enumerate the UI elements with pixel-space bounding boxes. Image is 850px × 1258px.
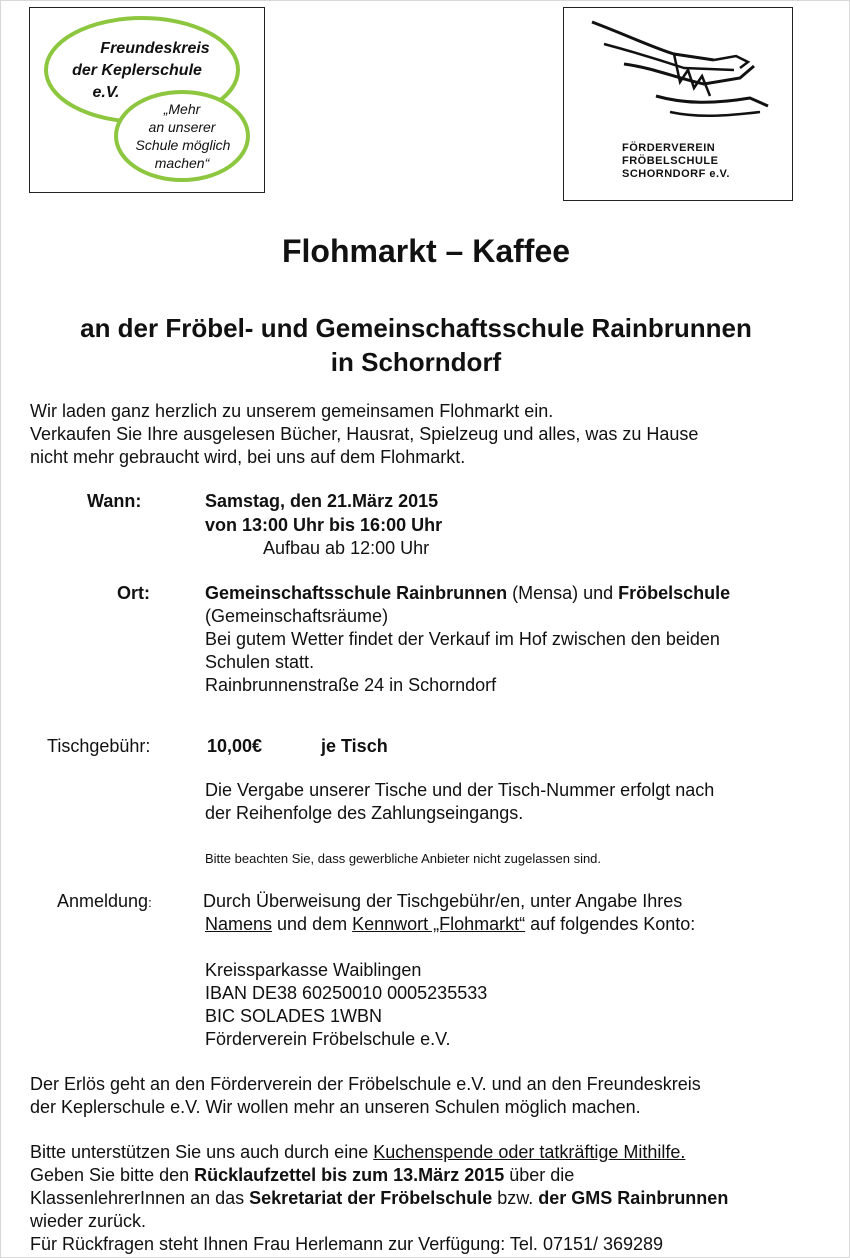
gebuehr-line2: der Reihenfolge des Zahlungseingangs. <box>205 803 524 823</box>
bank-name: Kreissparkasse Waiblingen <box>205 960 422 980</box>
anmeldung-label <box>57 890 152 914</box>
ort-school2: Fröbelschule <box>618 583 731 603</box>
bitte-l2b: Rücklaufzettel bis zum 13.März 2015 <box>194 1165 505 1185</box>
logo-left-line1: Freundeskreis <box>100 40 210 57</box>
anmeldung-kennwort: Kennwort „Flohmarkt“ <box>352 914 526 934</box>
bitte-line2 <box>30 1164 574 1187</box>
subtitle-line2: in Schorndorf <box>330 347 502 377</box>
bitte-l2c: über die <box>504 1165 575 1185</box>
erloes-line1: Der Erlös geht an den Förderverein der Fröbelschule e.V. und an den Freundeskreis <box>30 1074 701 1094</box>
ort-school1: Gemeinschaftsschule Rainbrunnen <box>205 583 508 603</box>
intro-line2: Verkaufen Sie Ihre ausgelesen Bücher, Hausrat, Spielzeug und alles, was zu Hause <box>30 424 699 444</box>
bitte-l3b: Sekretariat der Fröbelschule <box>249 1188 493 1208</box>
bitte-l3a: KlassenlehrerInnen an das <box>30 1188 250 1208</box>
anmeldung-rest: auf folgendes Konto: <box>525 914 696 934</box>
bitte-line1 <box>30 1141 685 1164</box>
bitte-l1b: Kuchenspende oder tatkräftige Mithilfe. <box>373 1142 686 1162</box>
logo-left-quote3: Schule möglich <box>135 137 231 153</box>
wann-time: von 13:00 Uhr bis 16:00 Uhr <box>205 515 443 535</box>
gebuehr-note: Bitte beachten Sie, dass gewerbliche Anbieter nicht zugelassen sind. <box>205 851 602 866</box>
bitte-l1a: Bitte unterstützen Sie uns auch durch eine <box>30 1142 374 1162</box>
logo-left-line3: e.V. <box>92 84 120 101</box>
wann-label: Wann: <box>87 491 142 511</box>
ort-line1 <box>205 582 730 605</box>
wann-date: Samstag, den 21.März 2015 <box>205 491 439 511</box>
ort-line3: Bei gutem Wetter findet der Verkauf im Hof zwischen den beiden <box>205 629 720 649</box>
anmeldung-und: und dem <box>272 914 353 934</box>
logo-right-line1: FÖRDERVEREIN <box>622 142 716 154</box>
bitte-line3 <box>30 1187 728 1210</box>
hands-icon <box>564 8 792 138</box>
ort-line2: (Gemeinschaftsräume) <box>205 606 389 626</box>
ort-label: Ort: <box>117 583 150 603</box>
logo-left-quote4: machen“ <box>154 155 210 171</box>
anmeldung-namens: Namens <box>205 914 273 934</box>
bitte-l3d: der GMS Rainbrunnen <box>538 1188 729 1208</box>
ort-address: Rainbrunnenstraße 24 in Schorndorf <box>205 675 497 695</box>
freundeskreis-logo <box>29 7 265 193</box>
wann-setup: Aufbau ab 12:00 Uhr <box>263 538 430 558</box>
bank-owner: Förderverein Fröbelschule e.V. <box>205 1029 451 1049</box>
logo-right-line3: SCHORNDORF e.V. <box>622 168 730 180</box>
ort-mensa: (Mensa) und <box>507 583 619 603</box>
gebuehr-line1: Die Vergabe unserer Tische und der Tisch-Nummer erfolgt nach <box>205 780 715 800</box>
anmeldung-line1: Durch Überweisung der Tischgebühr/en, unter Angabe Ihres <box>203 891 683 911</box>
bitte-l2a: Geben Sie bitte den <box>30 1165 195 1185</box>
anmeldung-label-text: Anmeldung <box>57 891 149 911</box>
bank-iban: IBAN DE38 60250010 0005235533 <box>205 983 488 1003</box>
gebuehr-per: je Tisch <box>321 736 388 756</box>
intro-line1: Wir laden ganz herzlich zu unserem gemeinsamen Flohmarkt ein. <box>30 401 554 421</box>
foerderverein-logo <box>563 7 793 201</box>
subtitle-line1: an der Fröbel- und Gemeinschaftsschule Rainbrunnen <box>80 313 752 343</box>
gebuehr-label: Tischgebühr: <box>47 736 151 756</box>
erloes-line2: der Keplerschule e.V. Wir wollen mehr an unseren Schulen möglich machen. <box>30 1097 641 1117</box>
bitte-l3c: bzw. <box>492 1188 539 1208</box>
logo-right-line2: FRÖBELSCHULE <box>622 155 719 167</box>
page-title: Flohmarkt – Kaffee <box>281 233 571 269</box>
anmeldung-line2 <box>205 913 695 936</box>
bank-bic: BIC SOLADES 1WBN <box>205 1006 383 1026</box>
anmeldung-colon: : <box>148 895 152 910</box>
gebuehr-amount: 10,00€ <box>207 736 263 756</box>
bitte-contact: Für Rückfragen steht Ihnen Frau Herlemann zur Verfügung: Tel. 07151/ 369289 <box>30 1234 664 1254</box>
ort-line4: Schulen statt. <box>205 652 315 672</box>
logo-left-quote2: an unserer <box>148 119 216 135</box>
intro-line3: nicht mehr gebraucht wird, bei uns auf dem Flohmarkt. <box>30 447 466 467</box>
logo-left-quote1: „Mehr <box>163 101 201 117</box>
logo-left-line2: der Keplerschule <box>72 62 202 79</box>
bitte-line4: wieder zurück. <box>30 1211 147 1231</box>
